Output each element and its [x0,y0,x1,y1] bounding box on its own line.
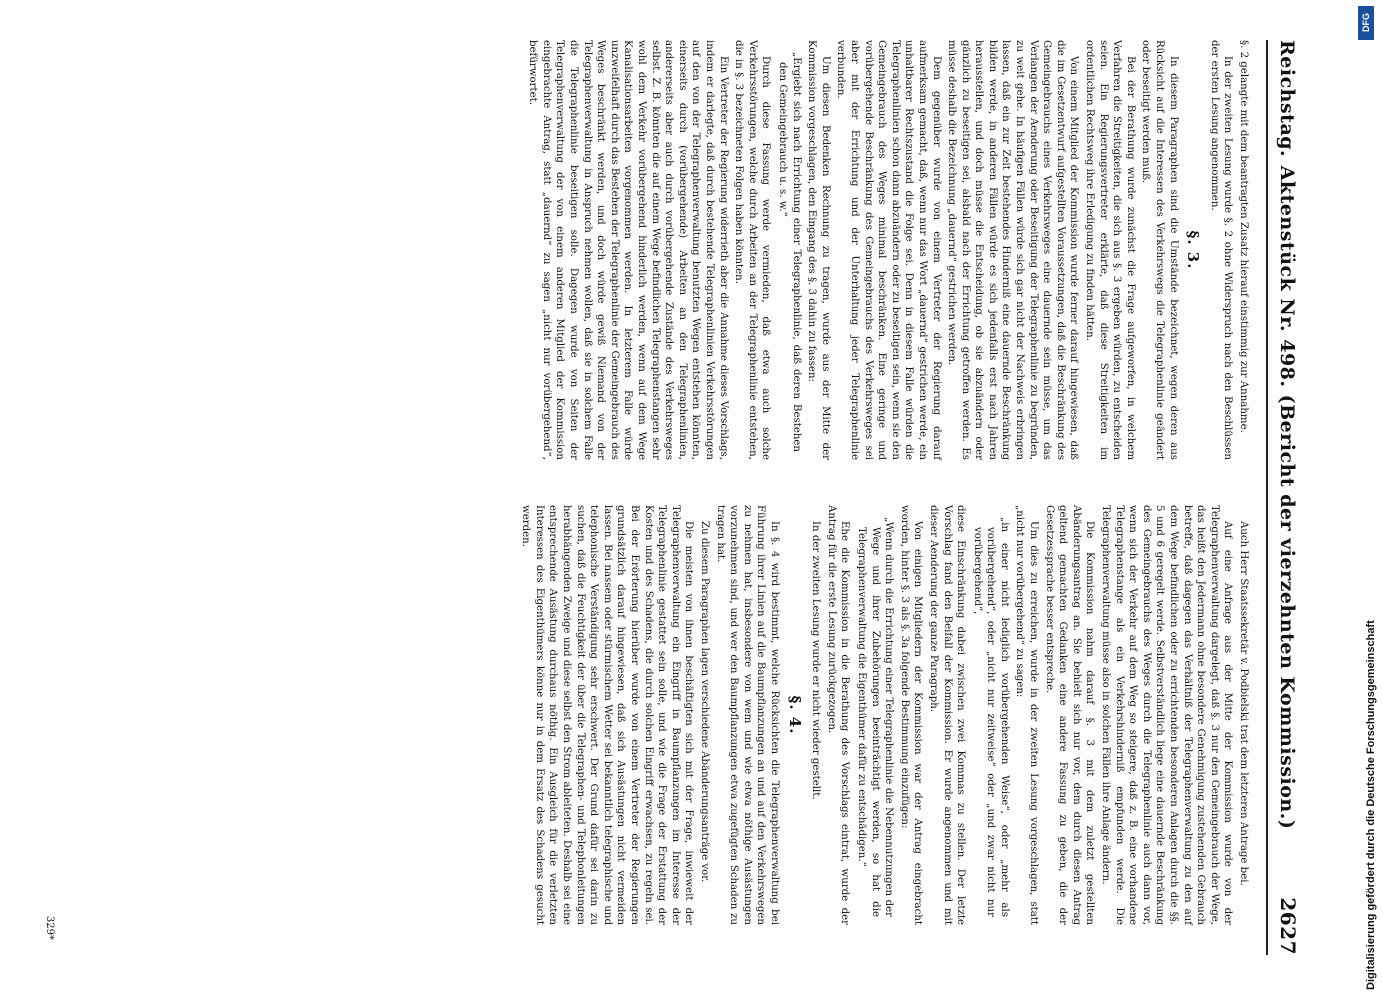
paragraph: Dem gegenüber wurde von einem Vertreter der Regierung darauf aufmerksam gemacht, daß, wenn nur das Wort „dauernd“ gestrichen werde, ein unhaltbarer Rechtszustand die Folge sei. Denn in diesem Falle würden die Telegraphenlinien schon dann abzuändern oder zu beseitigen sein, wenn sie den Gemeingebrauch des Weges minimal beschränken. Eine geringe und vorübergehende Beschränkung des Gemeingebrauchs des Verkehrsweges sei aber mit der Errichtung und der Unterhaltung jeder Telegraphenlinie verbunden. [835,40,942,460]
dfg-logo: DFG [1358,6,1374,40]
paragraph: In diesem Paragraphen sind die Umstände bezeichnet, wegen deren aus Rücksicht auf die Interessen des Verkehrswegs die Telegraphenlinie geändert oder beseitigt werden muß. [1140,40,1179,460]
paragraph: Zu diesem Paragraphen lagen verschiedene Abänderungsanträge vor. [699,521,711,883]
signature-mark: 329* [44,915,55,940]
page-number: 2627 [1276,897,1300,955]
paragraph: Ein Vertreter der Regierung widerrieth aber die Annahme dieses Vorschlags, indem er darlegte, daß durch bestehende Telegraphenlinien Verkehrsstörungen auf den von der Telegraphenverwaltung benutzten Wegen entstehen könnten, einerseits durch (vorübergehende) Arbeiten an den Telegraphenlinien, andererseits aber auch durch vorübergehende Zustände des Verkehrsweges selbst. Z. B. könnten die auf einem Wege befindlichen Telegraphenstangen sehr wohl dem Verkehr vorübergehend hinderlich werden, wenn auf dem Wege Kanalisationsarbeiten vorgenommen werden. In letzterem Falle würde unzweifelhaft durch das Bestehen der Telegraphenlinie der Gemeingebrauch des Weges beschränkt werden, und doch würde gewiß Niemand von der Telegraphenverwaltung in Anspruch nehmen wollen, daß sie in solchem Falle die Telegraphenlinie beseitigen solle. Dagegen wurde von Seiten der Telegraphenverwaltung der von einem anderen Mitglied der Kommission eingebrachte Antrag, statt „dauernd“ zu sagen „nicht nur vorübergehend“, befürwortet. [527,40,729,460]
paragraph: In der zweiten Lesung wurde §. 2 ohne Widerspruch nach den Beschlüssen der ersten Lesung angenommen. [1208,40,1234,460]
paragraph: Auf eine Anfrage aus der Mitte der Kommission wurde von der Telegraphenverwaltung dargelegt, daß §. 3 nur den Gemeingebrauch der Wege, das heißt den Jedermann ohne besondere Genehmigung zustehenden Gebrauch betreffe, daß dagegen das Verhältniß der Telegraphenverwaltung zu den auf dem Wege befindlichen oder zu errichtenden besonderen Anlagen durch die §§. 5 und 6 geregelt werde. Selbstverständlich liege eine dauernde Beschränkung des Gemeingebrauchs des Weges durch die Telegraphenlinie auch dann vor, wenn sich der Verkehr auf dem Weg so steigere, daß z. B. eine vorhandene Telegraphenstange als ein Verkehrshinderniß empfunden werde. Die Telegraphenverwaltung müsse also in solchen Fällen ihre Anlage ändern. [1100,505,1234,925]
section-heading: §. 3. [1184,230,1203,270]
paragraph: Um diesen Bedenken Rechnung zu tragen, wurde aus der Mitte der Kommission vorgeschlagen, den Eingang des §. 3 dahin zu fassen: [806,40,831,460]
paragraph: Von einem Mitglied der Kommission wurde ferner darauf hingewiesen, daß die im Gesetzentwurf aufgestellten Voraussetzungen, daß die Beschränkung des Gemeingebrauchs eines Verkehrsweges eine dauernde sein müsse, um das Verlangen der Aenderung oder Beseitigung der Telegraphenlinie zu begründen, zu weit gehe. In häufigen Fällen würde sich gar nicht der Nachweis erbringen lassen, daß ein zur Zeit bestehendes Hinderniß eine dauernde Beschränkung bilden werde, in anderen Fällen würde es sich jedenfalls erst nach Jahren herausstellen, und doch müsse die Entscheidung, ob sie abzuändern oder gänzlich zu beseitigen sei, alsbald nach der Errichtung getroffen werden. Es müsse deshalb die Bezeichnung „dauernd“ gestrichen werden. [946,40,1080,460]
quote: „in einer nicht lediglich vorübergehenden Weise“, oder „mehr als vorübergehend“, oder „nicht nur zeitweise“ oder „und zwar nicht nur vorübergehend“, [971,517,1010,917]
right-column [517,505,1250,925]
paragraph: Die Kommission nahm darauf §. 3 mit dem zuletzt gestellten Abänderungsantrag an. Sie behielt sich nur vor, dem durch diesen Antrag geltend gemachten Gedanken eine andere Fassung zu geben, die der Gesetzessprache besser entspreche. [1043,505,1096,925]
paragraph: Bei der Berathung wurde zunächst die Frage aufgeworfen, in welchem Verfahren die Streitigkeiten, die sich aus §. 3 ergeben würden, zu entscheiden seien. Ein Regierungsvertreter erklärte, daß diese Streitigkeiten im ordentlichen Rechtsweg ihre Erledigung zu finden hätten. [1084,40,1136,460]
header-left: Reichstag. [1276,40,1298,158]
quote: „Wenn durch die Errichtung einer Telegraphenlinie die Nebennutzungen der Wege und ihrer Zubehörungen beeinträchtigt werden, so hat die Telegraphenverwaltung die Eigenthümer dafür zu entschädigen.“ [855,517,895,917]
paragraph: Durch diese Fassung werde vermieden, daß etwa auch solche Verkehrsstörungen, welche durch Arbeiten an der Telegraphenlinie entstehen, die in §. 3 bezeichneten Folgen haben könnten. [733,40,772,460]
left-column [524,40,1250,460]
digitization-sidebar [1345,0,1383,1000]
header-title: Aktenstück Nr. 498. (Bericht der vierzehnten Kommission.) [1276,165,1298,830]
section-heading: §. 4. [785,695,804,735]
page-header [1266,40,1302,955]
digitization-note: Digitalisierung gefördert durch die Deutsche Forschungsgemeinschaft [1365,620,1377,990]
paragraph: Von einigen Mitgliedern der Kommission war der Antrag eingebracht worden, hinter §. 3 als §. 3a folgende Bestimmung einzufügen: [898,505,924,925]
paragraph: In der zweiten Lesung wurde er nicht wieder gestellt. [810,521,822,800]
paragraph: §. 2 gelangte mit dem beantragten Zusatz hierauf einstimmig zur Annahme. [1238,40,1249,433]
paragraph: Um dies zu erreichen, wurde in der zweiten Lesung vorgeschlagen, statt „nicht nur vorübergehend“ zu sagen: [1014,505,1040,925]
paragraph: Die meisten von ihnen beschäftigten sich mit der Frage, inwieweit der Telegraphenverwaltung ein Eingriff in Baumpflanzungen im Interesse der Telegraphenlinie gestattet sein solle, und wie die Frage der Erstattung der Kosten und des Schadens, die durch solchen Eingriff erwachsen, zu regeln sei. Bei der Erörterung hierüber wurde von einem Vertreter der Regierungen grundsätzlich darauf hingewiesen, daß sich Ausästungen nicht vermeiden lassen. Bei nassem oder stürmischem Wetter sei bekanntlich telegraphische und telephonische Verständigung sehr erschwert. Der Grund dafür sei darin zu suchen, daß die Feuchtigkeit der über die Telegraphen- und Telephonleitungen herabhängenden Zweige und diese selbst den Strom ableiteten. Deshalb sei eine entsprechende Ausästung durchaus nöthig. Ein Ausgleich für die verletzten Interessen des Eigenthümers könne nur in dem Ersatz des Schadens gesucht werden. [520,505,695,925]
paragraph: diese Einschränkung dabei zwischen zwei Kommas zu stellen. Der letzte Vorschlag fand den Beifall der Kommission. Er wurde angenommen und mit dieser Aenderung der ganze Paragraph. [927,505,967,925]
quote: „Ergiebt sich nach Errichtung einer Telegraphenlinie, daß deren Bestehen den Gemeingebrauch u. s. w.“ [777,52,802,452]
paragraph: Ehe die Kommission in die Berathung des Vorschlags eintrat, wurde der Antrag für die erste Lesung zurückgezogen. [825,505,851,925]
paragraph: Auch Herr Staatssekretär v. Podbielski trat dem letzteren Antrage bei. [1238,521,1249,886]
paragraph: In §. 4 wird bestimmt, welche Rücksichten die Telegraphenverwaltung bei Führung ihrer Linien auf die Baumpflanzungen an und auf den Verkehrswegen zu nehmen hat, insbesondere von wem und wie etwa nöthige Ausästungen vorzunehmen sind, und wer den Baumpflanzungen etwa zugefügten Schaden zu tragen hat. [714,505,780,925]
